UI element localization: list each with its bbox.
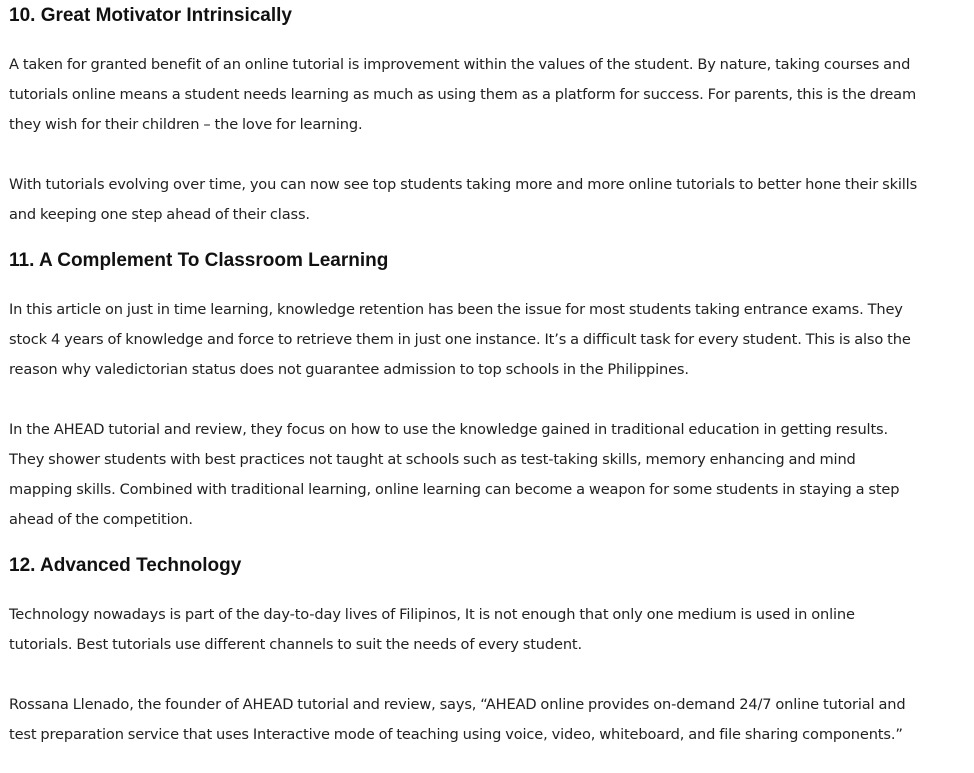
paragraph-line: Rossana Llenado, the founder of AHEAD tutorial and review, says, “AHEAD online provides on-demand 24/7 online tutorial and — [9, 696, 906, 713]
paragraph-line: In this article on just in time learning, knowledge retention has been the issue for most students taking entrance exams. They — [9, 301, 903, 318]
paragraph-line: A taken for granted benefit of an online tutorial is improvement within the values of the student. By nature, taking courses and — [9, 56, 911, 73]
section-great-motivator — [9, 4, 971, 230]
paragraph — [9, 50, 971, 140]
section-advanced-technology — [9, 554, 971, 750]
paragraph — [9, 600, 971, 660]
paragraph-line: tutorials. Best tutorials use different channels to suit the needs of every student. — [9, 636, 582, 653]
paragraph — [9, 415, 971, 535]
section-classroom-complement — [9, 249, 971, 535]
paragraph-line: mapping skills. Combined with traditional learning, online learning can become a weapon for some students in staying a step — [9, 481, 900, 498]
article-body — [9, 0, 971, 750]
paragraph-line: Technology nowadays is part of the day-to-day lives of Filipinos, It is not enough that only one medium is used in online — [9, 606, 855, 623]
paragraph-line: reason why valedictorian status does not guarantee admission to top schools in the Philippines. — [9, 361, 689, 378]
section-heading: 11. A Complement To Classroom Learning — [9, 250, 389, 271]
paragraph-line: and keeping one step ahead of their class. — [9, 206, 310, 223]
paragraph — [9, 295, 971, 385]
paragraph — [9, 170, 971, 230]
paragraph-line: tutorials online means a student needs learning as much as using them as a platform for success. For parents, this is the dream — [9, 86, 917, 103]
section-heading: 12. Advanced Technology — [9, 555, 242, 576]
paragraph-line: In the AHEAD tutorial and review, they focus on how to use the knowledge gained in traditional education in getting results. — [9, 421, 888, 438]
paragraph-line: They shower students with best practices not taught at schools such as test-taking skills, memory enhancing and mind — [9, 451, 856, 468]
paragraph-line: With tutorials evolving over time, you can now see top students taking more and more online tutorials to better hone their skills — [9, 176, 918, 193]
paragraph-line: stock 4 years of knowledge and force to retrieve them in just one instance. It’s a difficult task for every student. This is also the — [9, 331, 911, 348]
paragraph-line: they wish for their children – the love for learning. — [9, 116, 363, 133]
paragraph — [9, 690, 971, 750]
section-heading: 10. Great Motivator Intrinsically — [9, 5, 292, 26]
paragraph-line: ahead of the competition. — [9, 511, 193, 528]
paragraph-line: test preparation service that uses Interactive mode of teaching using voice, video, whiteboard, and file sharing components.” — [9, 726, 903, 743]
